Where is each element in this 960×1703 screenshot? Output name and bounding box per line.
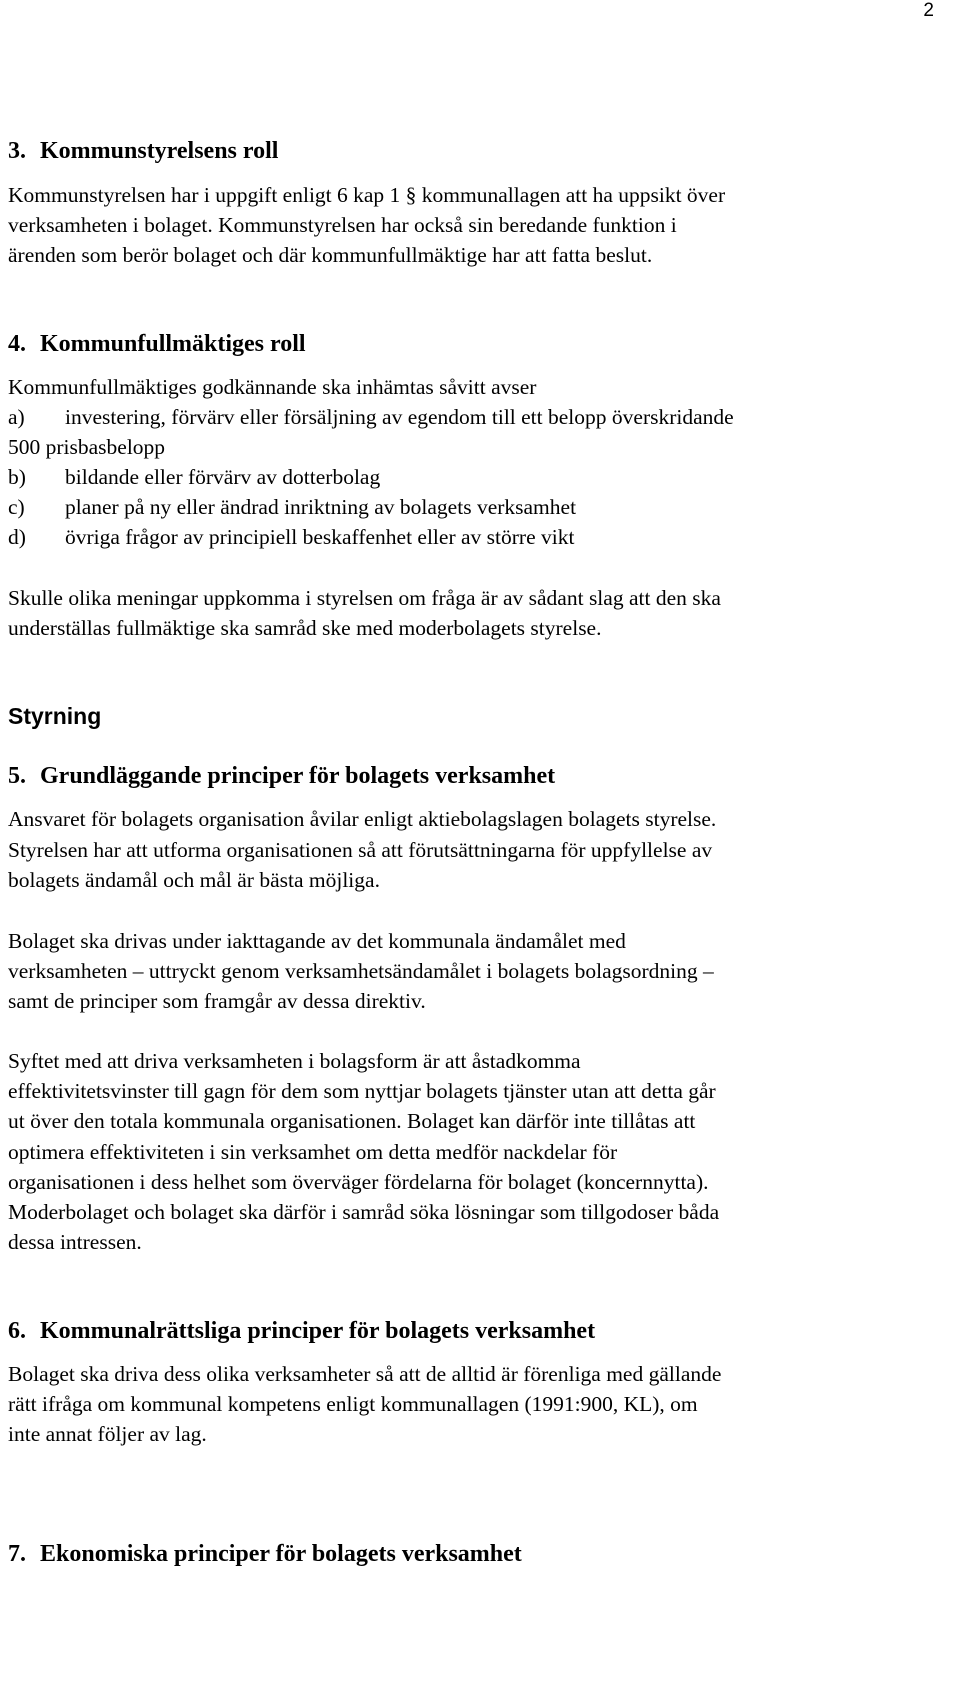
section-title: Grundläggande principer för bolagets verksamhet [40,763,556,789]
list-text: bildande eller förvärv av dotterbolag [65,465,381,489]
paragraph-line: Skulle olika meningar uppkomma i styrelsen om fråga är av sådant slag att den ska [8,586,721,610]
section-number: 3. [8,138,26,164]
section-number: 7. [8,1541,26,1567]
list-item [8,492,576,523]
paragraph-line: optimera effektiviteten i sin verksamhet om detta medför nackdelar för [8,1140,618,1164]
section-number: 6. [8,1318,26,1344]
page-number: 2 [923,0,934,21]
paragraph-line: Ansvaret för bolagets organisation åvilar enligt aktiebolagslagen bolagets styrelse. [8,807,717,831]
paragraph-line: underställas fullmäktige ska samråd ske med moderbolagets styrelse. [8,616,602,640]
paragraph-line: verksamheten i bolaget. Kommunstyrelsen har också sin beredande funktion i [8,213,677,237]
section-3-heading [8,137,278,165]
paragraph-line: bolagets ändamål och mål är bästa möjliga. [8,868,380,892]
list-text: investering, förvärv eller försäljning av egendom till ett belopp överskridande [65,405,734,429]
paragraph-line: ärenden som berör bolaget och där kommunfullmäktige har att fatta beslut. [8,243,653,267]
paragraph-line: inte annat följer av lag. [8,1422,207,1446]
section-number: 4. [8,331,26,357]
paragraph-line: Moderbolaget och bolaget ska därför i samråd söka lösningar som tillgodoser båda [8,1200,720,1224]
paragraph-line: rätt ifråga om kommunal kompetens enligt kommunallagen (1991:900, KL), om [8,1392,698,1416]
paragraph-line: Kommunstyrelsen har i uppgift enligt 6 kap 1 § kommunallagen att ha uppsikt över [8,183,726,207]
paragraph-line: samt de principer som framgår av dessa direktiv. [8,989,426,1013]
list-marker: d) [8,525,26,549]
list-item [8,402,734,433]
paragraph-line: Bolaget ska driva dess olika verksamheter så att de alltid är förenliga med gällande [8,1362,722,1386]
section-number: 5. [8,763,26,789]
section-6-heading [8,1317,595,1345]
section-7-heading [8,1540,522,1568]
section-5-heading [8,762,555,790]
paragraph-line: ut över den totala kommunala organisationen. Bolaget kan därför inte tillåtas att [8,1109,696,1133]
paragraph-line: verksamheten – uttryckt genom verksamhetsändamålet i bolagets bolagsordning – [8,959,714,983]
section-title: Kommunalrättsliga principer för bolagets verksamhet [40,1318,596,1344]
list-continuation: 500 prisbasbelopp [8,435,166,459]
paragraph-line: Bolaget ska drivas under iakttagande av det kommunala ändamålet med [8,929,626,953]
styrning-heading: Styrning [8,703,102,729]
paragraph-line: Syftet med att driva verksamheten i bolagsform är att åstadkomma [8,1049,581,1073]
section-title: Kommunfullmäktiges roll [40,331,306,357]
paragraph-line: organisationen i dess helhet som överväger fördelarna för bolaget (koncernnytta). [8,1170,709,1194]
paragraph-line: effektivitetsvinster till gagn för dem som nyttjar bolagets tjänster utan att detta går [8,1079,716,1103]
paragraph-line: dessa intressen. [8,1230,142,1254]
list-marker: c) [8,495,25,519]
section-title: Kommunstyrelsens roll [40,138,279,164]
list-text: planer på ny eller ändrad inriktning av bolagets verksamhet [65,495,577,519]
paragraph-line: Styrelsen har att utforma organisationen så att förutsättningarna för uppfyllelse av [8,838,713,862]
section-title: Ekonomiska principer för bolagets verksamhet [40,1541,522,1567]
list-item [8,522,574,553]
paragraph-line: Kommunfullmäktiges godkännande ska inhämtas såvitt avser [8,375,537,399]
list-marker: b) [8,465,26,489]
section-4-heading [8,330,306,358]
list-item [8,462,380,493]
list-marker: a) [8,405,25,429]
list-text: övriga frågor av principiell beskaffenhet eller av större vikt [65,525,575,549]
